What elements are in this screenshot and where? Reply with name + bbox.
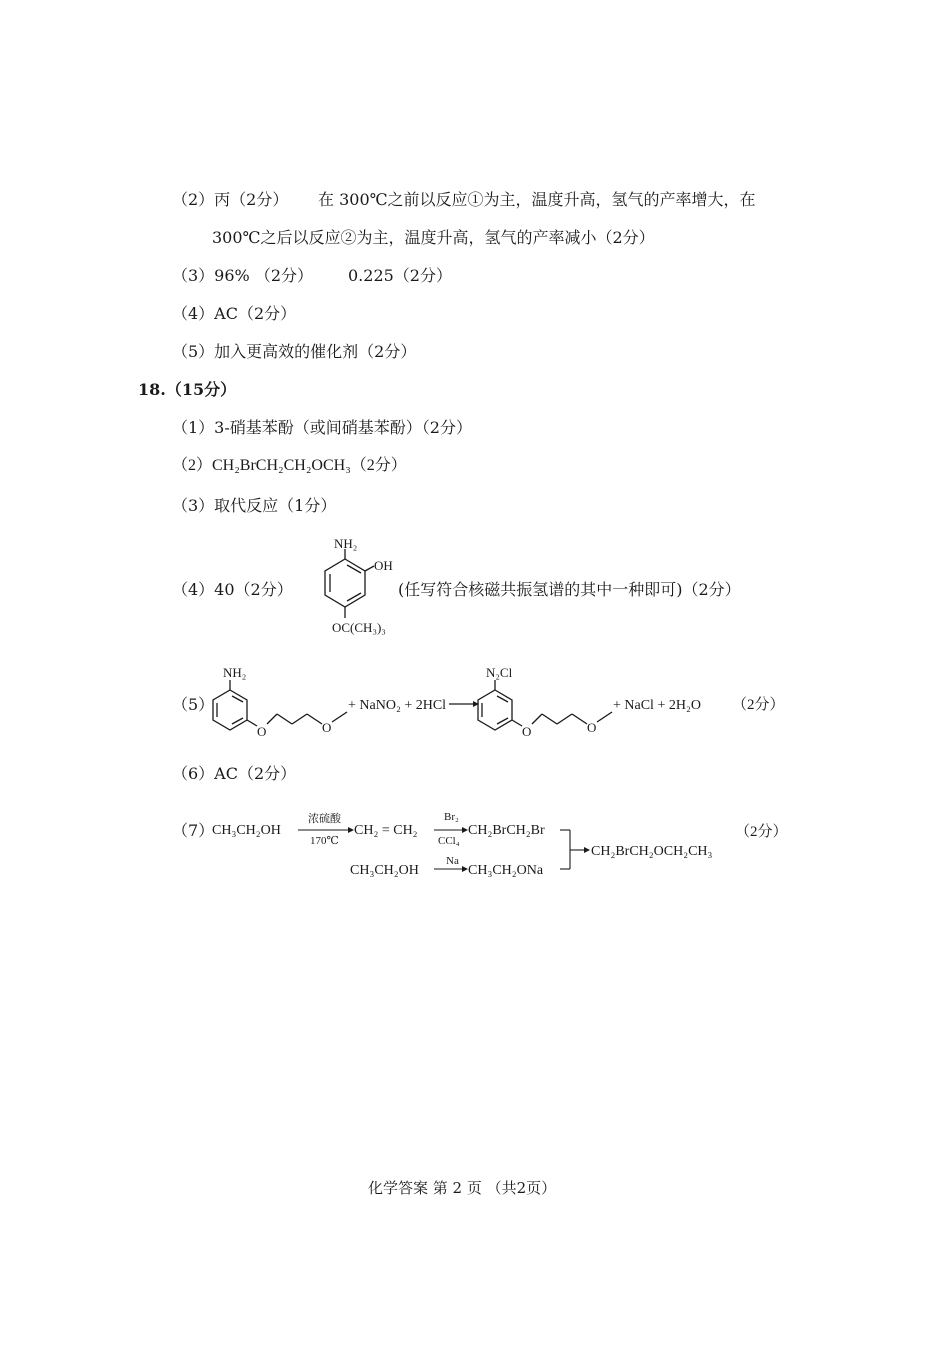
- dibromoethane-label: CH₂BrCH₂Br: [468, 823, 545, 838]
- q18-part2-answer: （2）CH₂BrCH₂CH₂OCH₃（2分）: [172, 457, 407, 474]
- final-product-label: CH₂BrCH₂OCH₂CH₃: [591, 844, 713, 859]
- q18-part5-equation: [205, 662, 790, 752]
- q18-part7-route: [208, 806, 793, 886]
- q17-part2-answer: （2）丙（2分）: [172, 190, 289, 209]
- q17-part3-answer-b: 0.225（2分）: [348, 266, 452, 285]
- q17-part2-reason-line2: 300℃之后以反应②为主，温度升高，氢气的产率减小（2分）: [212, 228, 655, 247]
- page-footer: 化学答案 第 2 页 （共2页）: [368, 1179, 557, 1197]
- ethylene-label: CH₂ = CH₂: [354, 823, 418, 838]
- q17-part3-answer-a: （3）96% （2分）: [172, 266, 314, 285]
- ethanol2-label: CH₃CH₂OH: [350, 863, 419, 878]
- products-label: + NaCl + 2H₂O: [613, 698, 701, 713]
- svg-text:O: O: [322, 720, 332, 735]
- reagents-label: + NaNO₂ + 2HCl: [348, 698, 447, 713]
- part7-score: （2分）: [735, 824, 788, 840]
- q17-part5-answer: （5）加入更高效的催化剂（2分）: [172, 342, 417, 361]
- tert-butoxy-label: OC(CH₃)₃: [332, 620, 386, 635]
- q18-part1-answer: （1）3-硝基苯酚（或间硝基苯酚）（2分）: [172, 418, 472, 437]
- q17-part4-answer: （4）AC（2分）: [172, 304, 297, 323]
- q18-part5-label: （5）: [172, 695, 215, 714]
- temp-label: 170℃: [310, 835, 339, 847]
- q18-part4-answer: （4）40（2分）: [172, 580, 293, 599]
- q18-part3-answer: （3）取代反应（1分）: [172, 496, 337, 515]
- ethanol-label: CH₃CH₂OH: [212, 823, 281, 838]
- sodium-label: Na: [446, 855, 459, 867]
- q18-part4-note: (任写符合核磁共振氢谱的其中一种即可)（2分）: [398, 580, 741, 599]
- part5-score: （2分）: [732, 697, 785, 713]
- nh2-label: NH₂: [334, 536, 358, 551]
- bromine-label: Br₂: [444, 811, 459, 823]
- reactant-nh2-label: NH₂: [223, 665, 247, 680]
- svg-text:O: O: [587, 720, 597, 735]
- q18-part6-answer: （6）AC（2分）: [172, 764, 297, 783]
- oh-label: OH: [374, 558, 393, 573]
- ccl4-label: CCl₄: [438, 835, 460, 847]
- q18-part7-label: （7）: [172, 821, 215, 840]
- conc-sulfuric-label: 浓硫酸: [308, 813, 341, 825]
- product-n2cl-label: N₂Cl: [486, 665, 513, 680]
- q17-part2-reason-line1: 在 300℃之前以反应①为主，温度升高，氢气的产率增大，在: [318, 190, 756, 209]
- svg-text:O: O: [257, 724, 267, 739]
- svg-text:O: O: [522, 724, 532, 739]
- q18-part4-structure: [300, 532, 410, 644]
- sodium-ethoxide-label: CH₃CH₂ONa: [468, 863, 544, 878]
- q18-heading: 18.（15分）: [138, 380, 237, 399]
